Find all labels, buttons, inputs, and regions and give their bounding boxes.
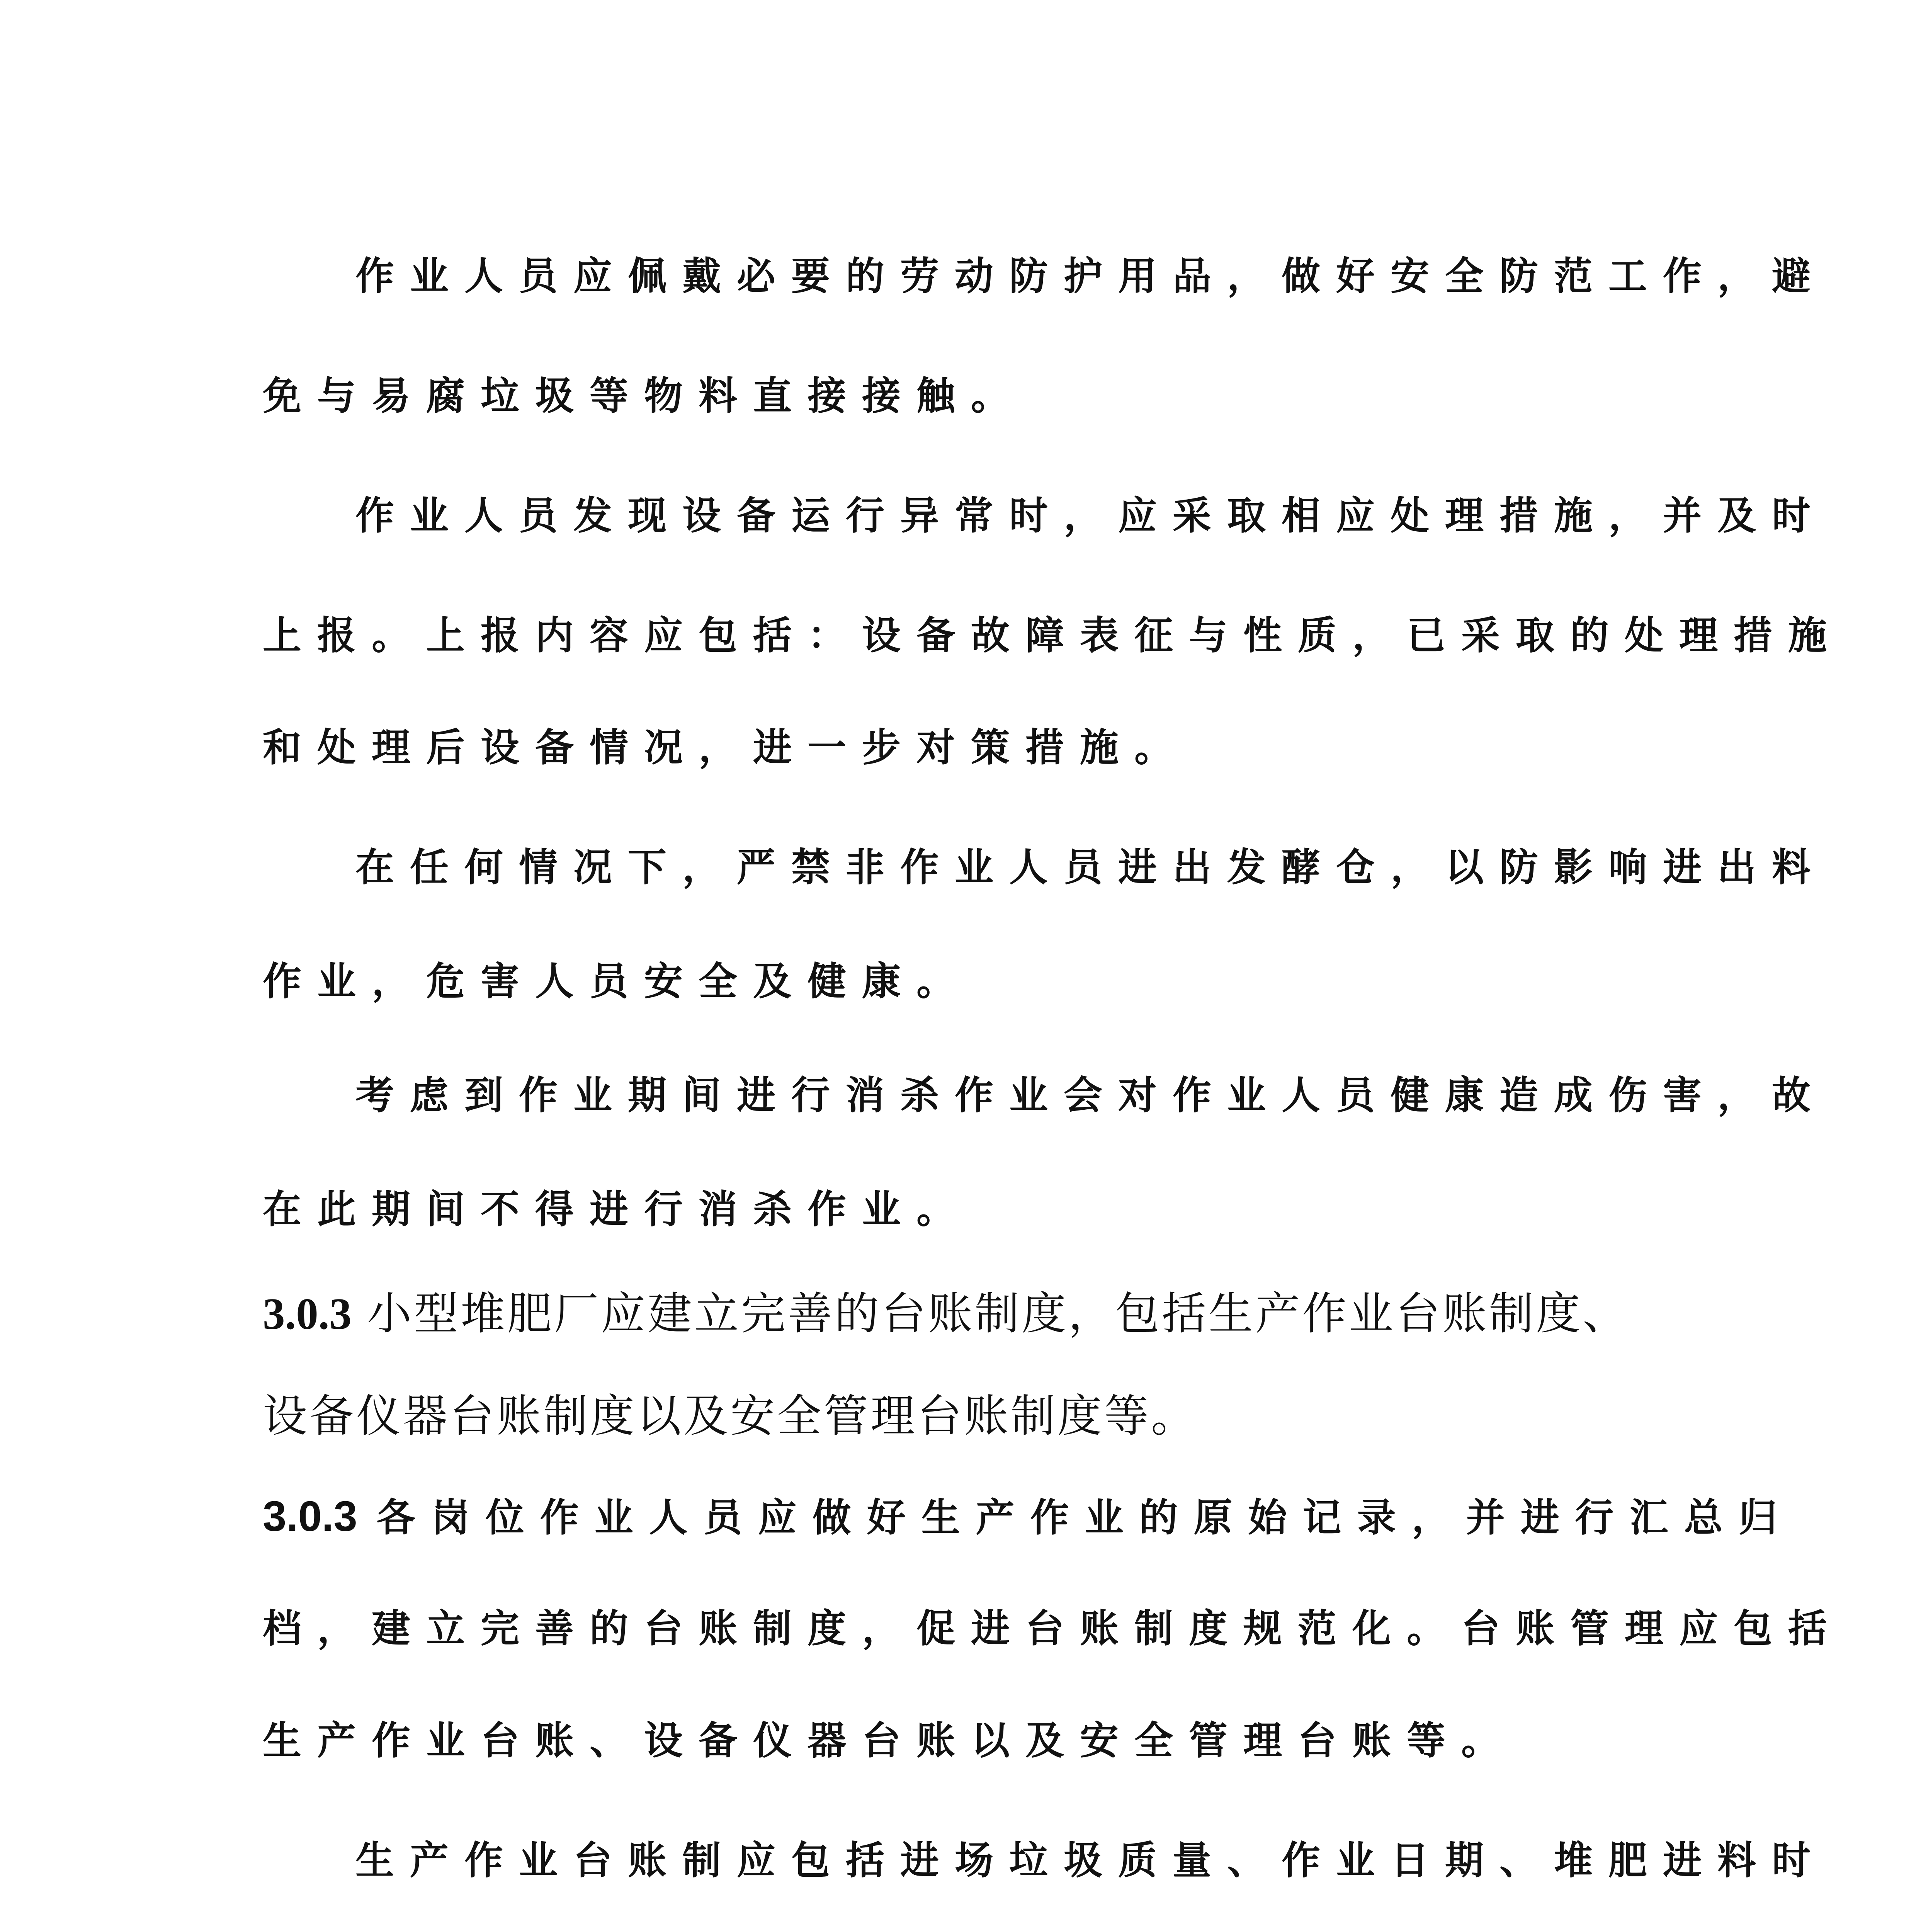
paragraph-line: 作业人员应佩戴必要的劳动防护用品，做好安全防范工作，避 (355, 253, 1826, 299)
paragraph-line: 作业，危害人员安全及健康。 (263, 959, 971, 1004)
clause-line: 设备仪器台账制度以及安全管理台账制度等。 (263, 1390, 1198, 1442)
clause-line (263, 1285, 1661, 1343)
paragraph-line: 作业人员发现设备运行异常时，应采取相应处理措施，并及时 (355, 493, 1826, 538)
paragraph-line: 上报。上报内容应包括：设备故障表征与性质，已采取的处理措施 (263, 613, 1843, 658)
paragraph-line: 档，建立完善的台账制度，促进台账制度规范化。台账管理应包括 (263, 1606, 1843, 1651)
paragraph-line: 考虑到作业期间进行消杀作业会对作业人员健康造成伤害，故 (355, 1073, 1826, 1118)
clause-number: 3.0.3 (263, 1493, 357, 1540)
paragraph-line: 生产作业台账、设备仪器台账以及安全管理台账等。 (263, 1718, 1516, 1763)
clause-text: 小型堆肥厂应建立完善的台账制度，包括生产作业台账制度、 (367, 1288, 1630, 1340)
paragraph-line: 免与易腐垃圾等物料直接接触。 (263, 373, 1025, 418)
paragraph-line: 和处理后设备情况，进一步对策措施。 (263, 725, 1189, 770)
paragraph-line: 生产作业台账制应包括进场垃圾质量、作业日期、堆肥进料时 (355, 1838, 1826, 1883)
paragraph-line: 在任何情况下，严禁非作业人员进出发酵仓，以防影响进出料 (355, 845, 1826, 890)
clause-number: 3.0.3 (263, 1289, 352, 1338)
clause-text: 各岗位作业人员应做好生产作业的原始记录，并进行汇总归 (376, 1495, 1793, 1540)
paragraph-line: 在此期间不得进行消杀作业。 (263, 1187, 971, 1232)
clause-line (263, 1490, 1793, 1545)
